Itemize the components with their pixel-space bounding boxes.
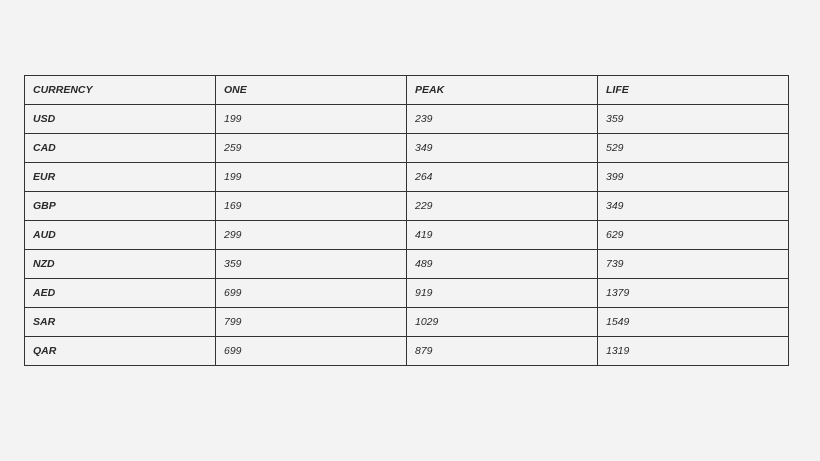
life-price-cell: 529 bbox=[598, 134, 789, 163]
column-header-one: ONE bbox=[216, 76, 407, 105]
life-price-cell: 349 bbox=[598, 192, 789, 221]
peak-price-cell: 489 bbox=[407, 250, 598, 279]
peak-price-cell: 264 bbox=[407, 163, 598, 192]
peak-price-cell: 349 bbox=[407, 134, 598, 163]
currency-cell: NZD bbox=[25, 250, 216, 279]
one-price-cell: 799 bbox=[216, 308, 407, 337]
peak-price-cell: 229 bbox=[407, 192, 598, 221]
life-price-cell: 359 bbox=[598, 105, 789, 134]
table-header-row bbox=[25, 76, 789, 105]
table-row bbox=[25, 337, 789, 366]
one-price-cell: 299 bbox=[216, 221, 407, 250]
column-header-currency: CURRENCY bbox=[25, 76, 216, 105]
currency-cell: CAD bbox=[25, 134, 216, 163]
currency-cell: QAR bbox=[25, 337, 216, 366]
peak-price-cell: 1029 bbox=[407, 308, 598, 337]
table-row bbox=[25, 221, 789, 250]
one-price-cell: 699 bbox=[216, 337, 407, 366]
life-price-cell: 399 bbox=[598, 163, 789, 192]
column-header-peak: PEAK bbox=[407, 76, 598, 105]
currency-cell: SAR bbox=[25, 308, 216, 337]
one-price-cell: 169 bbox=[216, 192, 407, 221]
life-price-cell: 739 bbox=[598, 250, 789, 279]
table-row bbox=[25, 134, 789, 163]
currency-cell: AED bbox=[25, 279, 216, 308]
peak-price-cell: 879 bbox=[407, 337, 598, 366]
life-price-cell: 1319 bbox=[598, 337, 789, 366]
table-row bbox=[25, 163, 789, 192]
peak-price-cell: 919 bbox=[407, 279, 598, 308]
peak-price-cell: 419 bbox=[407, 221, 598, 250]
column-header-life: LIFE bbox=[598, 76, 789, 105]
table-row bbox=[25, 308, 789, 337]
pricing-table bbox=[24, 75, 789, 366]
life-price-cell: 1549 bbox=[598, 308, 789, 337]
one-price-cell: 699 bbox=[216, 279, 407, 308]
one-price-cell: 259 bbox=[216, 134, 407, 163]
table-row bbox=[25, 250, 789, 279]
pricing-table-container bbox=[24, 75, 789, 366]
table-row bbox=[25, 279, 789, 308]
one-price-cell: 199 bbox=[216, 163, 407, 192]
one-price-cell: 199 bbox=[216, 105, 407, 134]
currency-cell: GBP bbox=[25, 192, 216, 221]
peak-price-cell: 239 bbox=[407, 105, 598, 134]
currency-cell: AUD bbox=[25, 221, 216, 250]
currency-cell: USD bbox=[25, 105, 216, 134]
currency-cell: EUR bbox=[25, 163, 216, 192]
life-price-cell: 1379 bbox=[598, 279, 789, 308]
table-row bbox=[25, 192, 789, 221]
one-price-cell: 359 bbox=[216, 250, 407, 279]
life-price-cell: 629 bbox=[598, 221, 789, 250]
table-row bbox=[25, 105, 789, 134]
